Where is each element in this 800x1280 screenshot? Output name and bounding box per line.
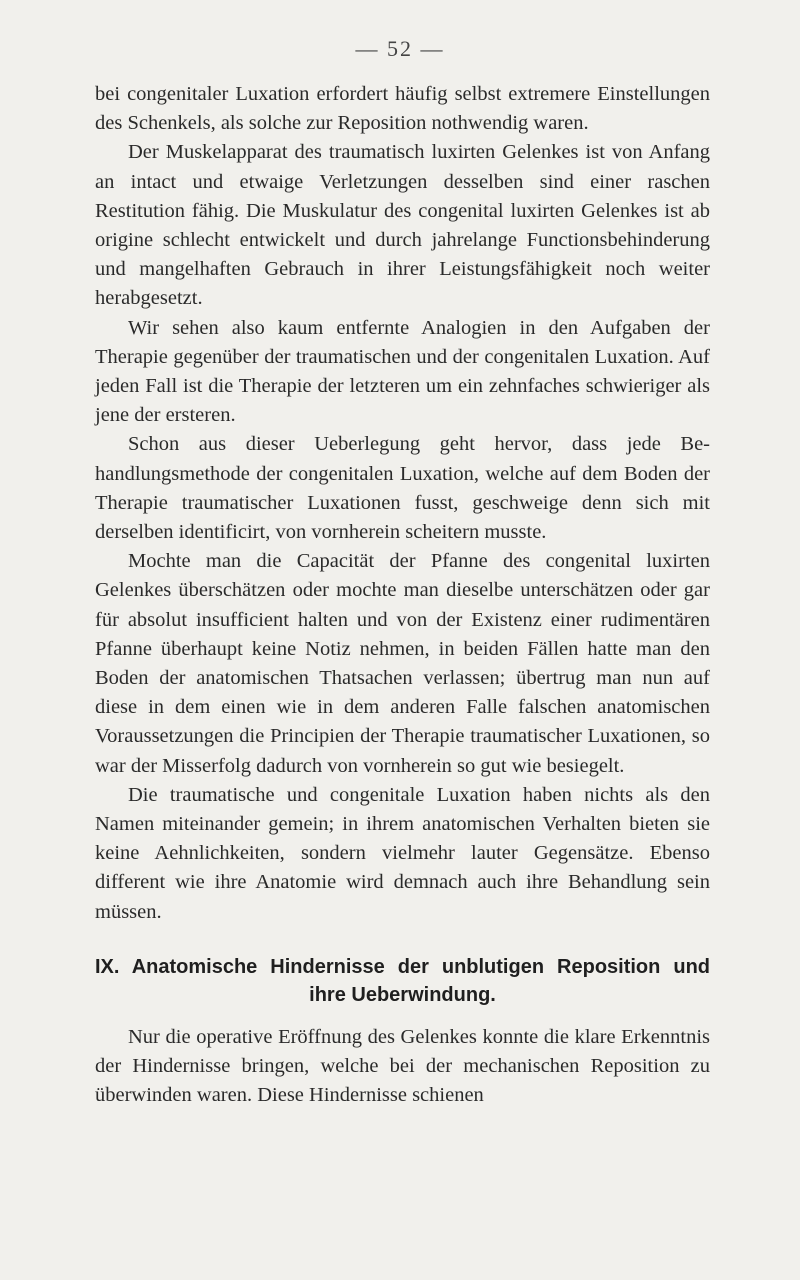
- paragraph-analogien: Wir sehen also kaum entfernte Analogien in den Aufgaben der Therapie gegenüber der traumatischen und der congenitalen Luxation. Auf jeden Fall ist die Therapie der letzteren um ein zehnfaches schwieriger als jene der ersteren.: [95, 316, 710, 427]
- section-heading: [95, 953, 710, 1009]
- paragraph-gegensaetze: Die traumatische und congenitale Luxation haben nichts als den Namen miteinander gemein; in ihrem anatomischen Verhalten bieten sie keine Aehnlichkeiten, sondern vielmehr lauter Gegensätze. Ebenso different wie ihre Anatomie wird demnach auch ihre Behandlung sein müssen.: [95, 783, 710, 923]
- paragraph-capacitaet: Mochte man die Capacität der Pfanne des congenital luxirten Gelenkes überschätzen oder mochte man dieselbe unterschätzen oder gar für absolut insufficient halten und von der Existenz einer rudimentären Pfanne überhaupt keine Notiz nehmen, in beiden Fällen hatte man den Boden der anatomischen Thatsachen verlassen; übertrug man nun auf diese in dem einen wie in dem anderen Falle falschen anatomischen Voraussetzungen die Principien der Therapie traumatischer Luxationen, so war der Misserfolg dadurch von vornherein so gut wie besiegelt.: [95, 550, 710, 777]
- section-heading-line-2: ihre Ueberwindung.: [309, 983, 496, 1006]
- section-heading-line-1: IX. Anatomische Hindernisse der unblutigen Reposition und: [95, 955, 710, 978]
- paragraph-operative-eroeffnung: Nur die operative Eröffnung des Gelenkes konnte die klare Erkenntnis der Hindernisse bringen, welche bei der mechanischen Reposition zu überwinden waren. Diese Hindernisse schienen: [95, 1025, 710, 1107]
- body-text: [95, 80, 710, 1111]
- paragraph-ueberlegung: Schon aus dieser Ueberlegung geht hervor, dass jede Behandlungsmethode der congenitalen Luxation, welche auf dem Boden der Therapie traumatischer Luxationen fusst, geschweige denn sich mit derselben identificirt, von vornherein scheitern musste.: [95, 433, 710, 544]
- paragraph-muskelapparat: Der Muskelapparat des traumatisch luxirten Gelenkes ist von Anfang an intact und etwaige Verletzungen desselben sind einer raschen Restitution fähig. Die Muskulatur des congenital luxirten Gelenkes ist ab origine schlecht entwickelt und durch jahrelange Functionsbehinderung und mangelhaften Gebrauch in ihrer Leistungsfähigkeit noch weiter herabgesetzt.: [95, 141, 710, 310]
- paragraph-continuation: bei congenitaler Luxation erfordert häufig selbst extremere Einstellungen des Schenkels, als solche zur Reposition nothwendig waren.: [95, 83, 710, 135]
- page-number: — 52 —: [355, 36, 445, 61]
